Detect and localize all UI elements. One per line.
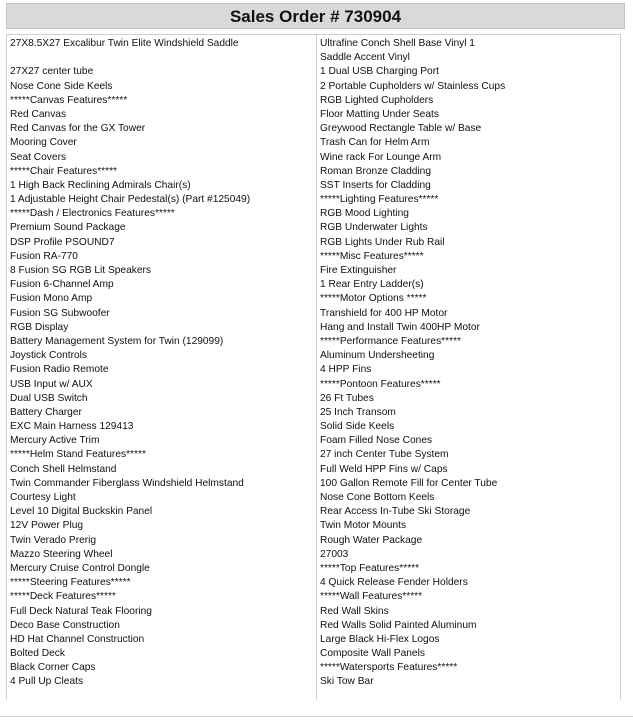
- order-line-item: 27003: [320, 548, 349, 560]
- order-line-item: Large Black Hi-Flex Logos: [320, 633, 440, 645]
- order-line-item: RGB Lighted Cupholders: [320, 94, 434, 106]
- order-line-item: Rough Water Package: [320, 534, 423, 546]
- order-line-item: Composite Wall Panels: [320, 648, 425, 660]
- order-line-item: 27X8.5X27 Excalibur Twin Elite Windshield Saddle: [10, 38, 239, 49]
- order-line-item: Ski Tow Bar: [320, 676, 374, 688]
- order-line-item: Conch Shell Helmstand: [10, 463, 117, 475]
- order-line-item: Red Canvas for the GX Tower: [10, 123, 146, 135]
- order-line-item: 27X27 center tube: [10, 66, 94, 78]
- section-heading-item: *****Performance Features*****: [320, 335, 461, 347]
- order-line-item: Hang and Install Twin 400HP Motor: [320, 321, 480, 333]
- order-line-item: Mazzo Steering Wheel: [10, 548, 113, 560]
- order-line-item: Wine rack For Lounge Arm: [320, 151, 442, 163]
- order-line-item: Twin Commander Fiberglass Windshield Helmstand: [10, 477, 244, 489]
- order-line-item: [10, 51, 310, 65]
- section-heading-item: *****Canvas Features*****: [10, 94, 128, 106]
- order-line-item: 4 Quick Release Fender Holders: [320, 577, 468, 589]
- order-line-item: Fusion Radio Remote: [10, 364, 109, 376]
- order-line-item: 27 inch Center Tube System: [320, 449, 449, 461]
- section-heading-item: *****Lighting Features*****: [320, 194, 439, 206]
- order-line-item: Trash Can for Helm Arm: [320, 137, 430, 149]
- order-line-item: USB Input w/ AUX: [10, 378, 93, 390]
- order-line-item: Dual USB Switch: [10, 392, 88, 404]
- order-line-item: Courtesy Light: [10, 492, 76, 503]
- section-heading-item: *****Helm Stand Features*****: [10, 449, 146, 461]
- section-heading-item: *****Misc Features*****: [320, 250, 424, 262]
- order-line-item: Full Deck Natural Teak Flooring: [10, 605, 152, 617]
- order-line-item: SST Inserts for Cladding: [320, 179, 431, 191]
- order-line-item: 25 Inch Transom: [320, 406, 396, 418]
- order-line-item: 4 Pull Up Cleats: [10, 676, 84, 688]
- order-line-item: Saddle Accent Vinyl: [320, 52, 410, 64]
- order-line-item: Battery Charger: [10, 406, 82, 418]
- order-line-item: Transhield for 400 HP Motor: [320, 307, 448, 319]
- order-line-item: 100 Gallon Remote Fill for Center Tube: [320, 477, 498, 489]
- order-line-item: DSP Profile PSOUND7: [10, 236, 115, 248]
- order-line-item: RGB Display: [10, 321, 69, 333]
- section-heading-item: *****Pontoon Features*****: [320, 378, 441, 390]
- sales-order-title: Sales Order # 730904: [6, 3, 625, 29]
- order-line-item: EXC Main Harness 129413: [10, 421, 134, 433]
- order-line-item: Floor Matting Under Seats: [320, 108, 439, 120]
- order-line-item: Mooring Cover: [10, 137, 77, 149]
- order-line-item: Fusion RA-770: [10, 250, 78, 262]
- order-line-item: 2 Portable Cupholders w/ Stainless Cups: [320, 80, 506, 92]
- order-line-item: Ultrafine Conch Shell Base Vinyl 1: [320, 38, 475, 49]
- order-line-item: Roman Bronze Cladding: [320, 165, 431, 177]
- order-line-item: Nose Cone Side Keels: [10, 80, 113, 92]
- order-line-item: Red Wall Skins: [320, 605, 389, 617]
- order-line-item: 1 High Back Reclining Admirals Chair(s): [10, 179, 191, 191]
- order-line-item: RGB Lights Under Rub Rail: [320, 236, 445, 248]
- order-line-item: Black Corner Caps: [10, 662, 96, 674]
- section-heading-item: *****Deck Features*****: [10, 591, 116, 603]
- order-line-item: Mercury Cruise Control Dongle: [10, 562, 150, 574]
- order-line-item: Deco Base Construction: [10, 619, 120, 631]
- order-line-item: Mercury Active Trim: [10, 435, 100, 447]
- order-line-item: Battery Management System for Twin (129099): [10, 335, 224, 347]
- section-heading-item: *****Watersports Features*****: [320, 662, 458, 674]
- order-line-item: Red Canvas: [10, 108, 67, 120]
- order-line-item: 1 Rear Entry Ladder(s): [320, 279, 424, 291]
- order-line-item: 1 Adjustable Height Chair Pedestal(s) (Part #125049): [10, 194, 251, 206]
- section-heading-item: *****Top Features*****: [320, 562, 420, 574]
- order-line-item: HD Hat Channel Construction: [10, 633, 145, 645]
- section-heading-item: *****Steering Features*****: [10, 577, 131, 589]
- order-line-item: Fire Extinguisher: [320, 265, 397, 276]
- order-line-item: Joystick Controls: [10, 350, 87, 362]
- order-line-item: Twin Motor Mounts: [320, 520, 407, 532]
- order-line-item: Level 10 Digital Buckskin Panel: [10, 506, 153, 518]
- order-line-item: Foam Filled Nose Cones: [320, 435, 433, 447]
- order-line-item: Solid Side Keels: [320, 421, 395, 433]
- order-line-item: RGB Underwater Lights: [320, 222, 428, 234]
- order-line-item: 12V Power Plug: [10, 520, 84, 532]
- order-line-item: Twin Verado Prerig: [10, 534, 97, 546]
- order-line-item: Aluminum Undersheeting: [320, 350, 435, 362]
- order-line-item: Bolted Deck: [10, 648, 65, 660]
- order-line-item: RGB Mood Lighting: [320, 208, 409, 220]
- order-line-item: 8 Fusion SG RGB Lit Speakers: [10, 265, 151, 276]
- order-line-item: Nose Cone Bottom Keels: [320, 492, 435, 503]
- order-line-item: Red Walls Solid Painted Aluminum: [320, 619, 477, 631]
- order-line-item: Greywood Rectangle Table w/ Base: [320, 123, 482, 135]
- column-divider: [316, 34, 317, 700]
- order-line-item: Full Weld HPP Fins w/ Caps: [320, 463, 448, 475]
- order-line-item: Fusion 6-Channel Amp: [10, 279, 114, 291]
- right-item-column: [320, 37, 620, 690]
- order-line-item: 4 HPP Fins: [320, 364, 372, 376]
- order-line-item: Fusion SG Subwoofer: [10, 307, 110, 319]
- section-heading-item: *****Wall Features*****: [320, 591, 423, 603]
- order-line-item: 26 Ft Tubes: [320, 392, 374, 404]
- order-line-item: Seat Covers: [10, 151, 67, 163]
- order-line-item: Rear Access In-Tube Ski Storage: [320, 506, 471, 518]
- left-item-column: [10, 37, 310, 690]
- section-heading-item: *****Motor Options *****: [320, 293, 427, 305]
- section-heading-item: *****Dash / Electronics Features*****: [10, 208, 175, 220]
- section-heading-item: *****Chair Features*****: [10, 165, 118, 177]
- order-line-item: 1 Dual USB Charging Port: [320, 66, 439, 78]
- page-bottom-divider: [0, 716, 633, 717]
- order-line-item: Fusion Mono Amp: [10, 293, 93, 305]
- order-line-item: Premium Sound Package: [10, 222, 126, 234]
